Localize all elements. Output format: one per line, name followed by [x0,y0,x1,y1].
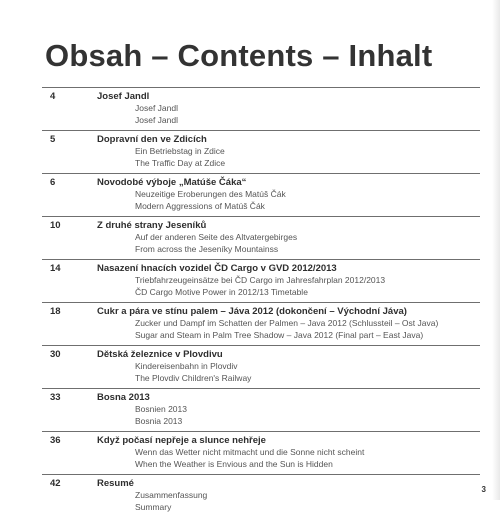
toc-entry-subtitle: Wenn das Wetter nicht mitmacht und die Sonne nicht scheint [135,447,365,457]
toc-entry [42,431,480,474]
page-number: 3 [481,485,486,494]
toc-entry [42,474,480,517]
toc-page-number: 14 [50,263,61,274]
toc-entry-subtitle: Zusammenfassung [135,490,208,500]
toc-entry-subtitle: Zucker und Dampf im Schatten der Palmen – Java 2012 (Schlussteil – Ost Java) [135,318,439,328]
toc-entry-title: Bosna 2013 [97,392,150,403]
toc-entry-subtitle: Neuzeitige Eroberungen des Matúš Čák [135,189,286,199]
toc-entry-subtitle: When the Weather is Envious and the Sun is Hidden [135,458,333,469]
toc-entry-subtitle: Modern Aggressions of Matúš Čák [135,200,265,211]
toc-entry [42,173,480,216]
toc-entry-subtitle: Triebfahrzeugeinsätze bei ČD Cargo im Jahresfahrplan 2012/2013 [135,275,386,285]
toc-page-number: 42 [50,478,61,489]
page-edge-shadow [492,0,500,500]
toc-entry-subtitle: Summary [135,501,172,512]
toc-entry-subtitle: Bosnien 2013 [135,404,187,414]
toc-page-number: 18 [50,306,61,317]
toc-page-number: 10 [50,220,61,231]
toc-entry-title: Když počasí nepřeje a slunce nehřeje [97,435,266,446]
toc-page-number: 33 [50,392,61,403]
toc-entry-title: Dětská železnice v Plovdivu [97,349,223,360]
toc-entry-subtitle: Auf der anderen Seite des Altvatergebirges [135,232,298,242]
toc-entry-subtitle: Josef Jandl [135,103,178,113]
toc-entry [42,345,480,388]
toc-entry-title: Nasazení hnacích vozidel ČD Cargo v GVD 2012/2013 [97,263,337,274]
toc-entry [42,87,480,130]
toc-entry [42,259,480,302]
toc-entry [42,388,480,431]
toc-entry-title: Z druhé strany Jeseníků [97,220,207,231]
toc-entry-title: Dopravní den ve Zdicích [97,134,207,145]
toc-page-number: 5 [50,134,56,145]
toc-entry [42,130,480,173]
toc-entry-title: Josef Jandl [97,91,150,102]
table-of-contents [42,87,480,517]
toc-page-number: 4 [50,91,56,102]
toc-entry-subtitle: Sugar and Steam in Palm Tree Shadow – Java 2012 (Final part – East Java) [135,329,424,340]
toc-entry-subtitle: The Plovdiv Children's Railway [135,372,252,383]
page-title: Obsah – Contents – Inhalt [45,38,433,73]
toc-page-number: 36 [50,435,61,446]
toc-page-number: 30 [50,349,61,360]
toc-entry-title: Novodobé výboje „Matúše Čáka“ [97,177,247,188]
toc-page-number: 6 [50,177,56,188]
toc-entry-subtitle: ČD Cargo Motive Power in 2012/13 Timetable [135,286,308,297]
toc-entry-subtitle: The Traffic Day at Zdice [135,157,226,168]
toc-entry [42,216,480,259]
toc-entry-subtitle: From across the Jeseníky Mountainss [135,243,279,254]
toc-entry-subtitle: Ein Betriebstag in Zdice [135,146,225,156]
toc-entry-title: Resumé [97,478,134,489]
toc-entry-subtitle: Bosnia 2013 [135,415,183,426]
toc-entry-subtitle: Kindereisenbahn in Plovdiv [135,361,238,371]
toc-entry [42,302,480,345]
toc-entry-title: Cukr a pára ve stínu palem – Jáva 2012 (dokončení – Východní Jáva) [97,306,407,317]
toc-entry-subtitle: Josef Jandl [135,114,178,125]
